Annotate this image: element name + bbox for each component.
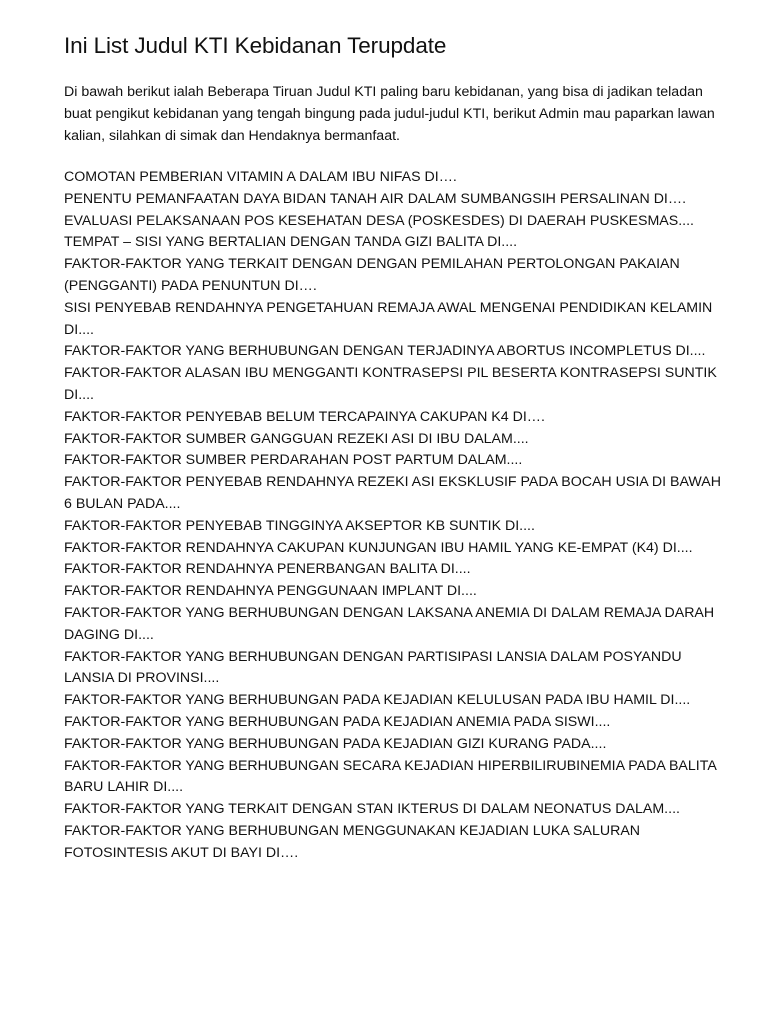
list-item: FAKTOR-FAKTOR YANG BERHUBUNGAN DENGAN TERJADINYA ABORTUS INCOMPLETUS DI.... bbox=[64, 343, 706, 360]
list-item: FAKTOR-FAKTOR RENDAHNYA CAKUPAN KUNJUNGAN IBU HAMIL YANG KE-EMPAT (K4) DI.... bbox=[64, 539, 693, 556]
list-item: FAKTOR-FAKTOR PENYEBAB TINGGINYA AKSEPTOR KB SUNTIK DI.... bbox=[64, 517, 535, 534]
list-item: FAKTOR-FAKTOR RENDAHNYA PENGGUNAAN IMPLANT DI.... bbox=[64, 583, 477, 600]
list-item: FAKTOR-FAKTOR ALASAN IBU MENGGANTI KONTRASEPSI PIL BESERTA KONTRASEPSI SUNTIK DI.... bbox=[64, 365, 717, 403]
intro-paragraph: Di bawah berikut ialah Beberapa Tiruan Judul KTI paling baru kebidanan, yang bisa di jadikan teladan buat pengikut kebidanan yang tengah bingung pada judul-judul KTI, berikut Admin mau paparkan lawan kalian, silahkan di simak dan Hendaknya bermanfaat. bbox=[64, 84, 715, 144]
list-item: FAKTOR-FAKTOR PENYEBAB BELUM TERCAPAINYA CAKUPAN K4 DI…. bbox=[64, 408, 545, 425]
list-item: FAKTOR-FAKTOR YANG BERHUBUNGAN PADA KEJADIAN KELULUSAN PADA IBU HAMIL DI.... bbox=[64, 692, 691, 709]
list-item: FAKTOR-FAKTOR YANG TERKAIT DENGAN DENGAN PEMILAHAN PERTOLONGAN PAKAIAN (PENGGANTI) PADA PENUNTUN DI…. bbox=[64, 256, 680, 294]
list-item: FAKTOR-FAKTOR RENDAHNYA PENERBANGAN BALITA DI.... bbox=[64, 561, 471, 578]
list-item: FAKTOR-FAKTOR PENYEBAB RENDAHNYA REZEKI ASI EKSKLUSIF PADA BOCAH USIA DI BAWAH 6 BULAN PADA.... bbox=[64, 474, 721, 512]
list-item: FAKTOR-FAKTOR YANG BERHUBUNGAN DENGAN LAKSANA ANEMIA DI DALAM REMAJA DARAH DAGING DI.... bbox=[64, 604, 715, 643]
list-item: COMOTAN PEMBERIAN VITAMIN A DALAM IBU NIFAS DI…. bbox=[64, 169, 457, 185]
list-item: SISI PENYEBAB RENDAHNYA PENGETAHUAN REMAJA AWAL MENGENAI PENDIDIKAN KELAMIN DI.... bbox=[64, 299, 713, 338]
list-item: TEMPAT – SISI YANG BERTALIAN DENGAN TANDA GIZI BALITA DI.... bbox=[64, 234, 518, 251]
list-item: PENENTU PEMANFAATAN DAYA BIDAN TANAH AIR DALAM SUMBANGSIH PERSALINAN DI…. bbox=[64, 190, 687, 207]
list-item: FAKTOR-FAKTOR YANG BERHUBUNGAN SECARA KEJADIAN HIPERBILIRUBINEMIA PADA BALITA BARU LAHIR DI.... bbox=[64, 757, 717, 796]
list-item: FAKTOR-FAKTOR YANG BERHUBUNGAN MENGGUNAKAN KEJADIAN LUKA SALURAN FOTOSINTESIS AKUT DI BAYI DI…. bbox=[64, 822, 641, 861]
list-item: FAKTOR-FAKTOR YANG BERHUBUNGAN DENGAN PARTISIPASI LANSIA DALAM POSYANDU LANSIA DI PROVINSI.... bbox=[64, 648, 682, 687]
list-item: FAKTOR-FAKTOR YANG BERHUBUNGAN PADA KEJADIAN GIZI KURANG PADA.... bbox=[64, 735, 607, 752]
list-item: FAKTOR-FAKTOR SUMBER PERDARAHAN POST PARTUM DALAM.... bbox=[64, 452, 523, 469]
page-title: Ini List Judul KTI Kebidanan Terupdate bbox=[64, 33, 447, 58]
title-list bbox=[64, 167, 724, 865]
list-item: FAKTOR-FAKTOR SUMBER GANGGUAN REZEKI ASI DI IBU DALAM.... bbox=[64, 430, 529, 447]
list-item: EVALUASI PELAKSANAAN POS KESEHATAN DESA (POSKESDES) DI DAERAH PUSKESMAS.... bbox=[64, 212, 694, 229]
document-page bbox=[64, 30, 724, 865]
list-item: FAKTOR-FAKTOR YANG TERKAIT DENGAN STAN IKTERUS DI DALAM NEONATUS DALAM.... bbox=[64, 801, 680, 818]
list-item: FAKTOR-FAKTOR YANG BERHUBUNGAN PADA KEJADIAN ANEMIA PADA SISWI.... bbox=[64, 713, 611, 730]
